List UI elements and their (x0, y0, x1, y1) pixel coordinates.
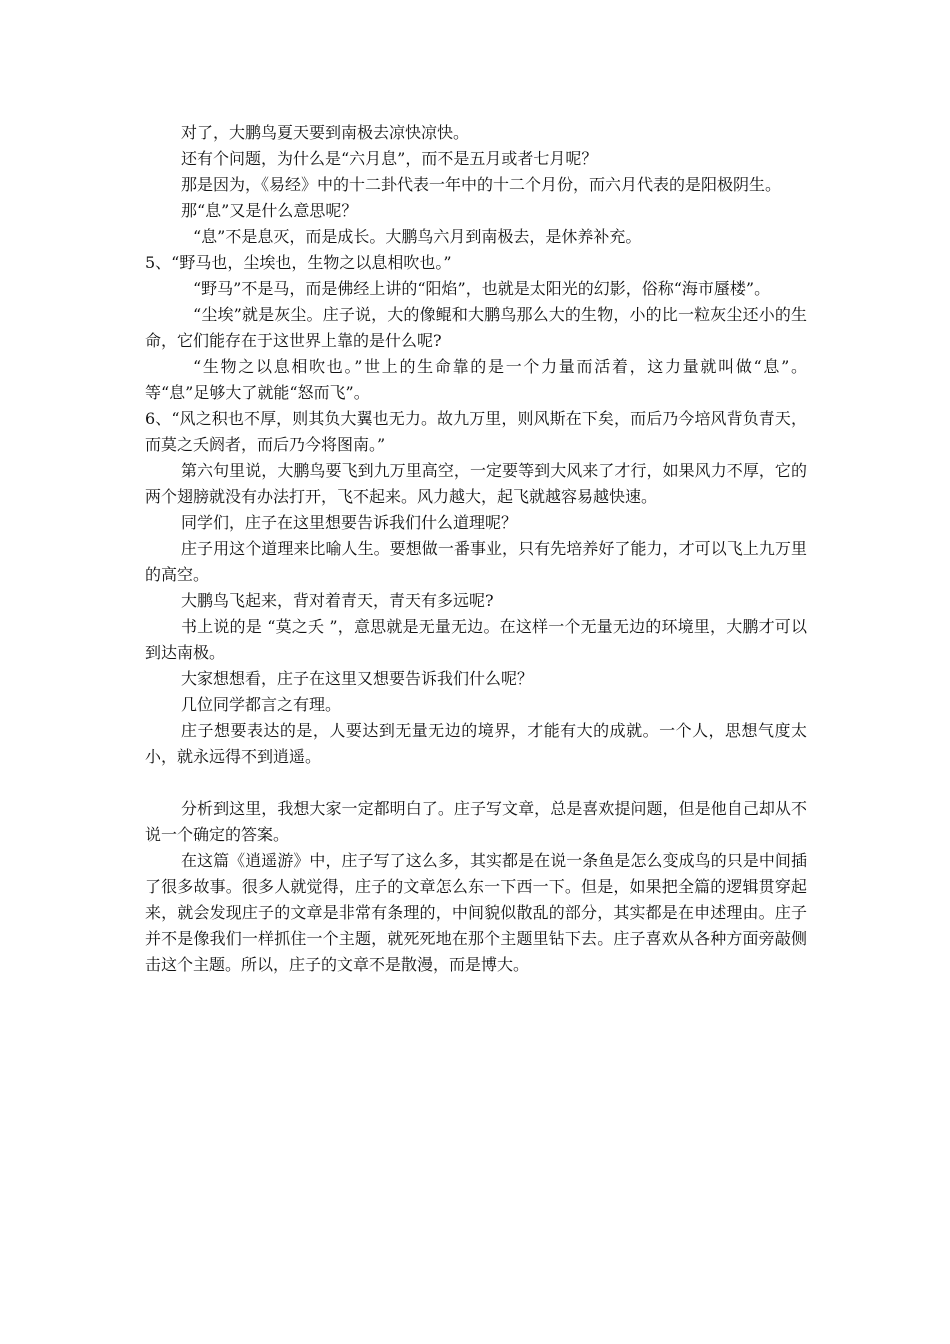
paragraph: 那“息”又是什么意思呢？ (181, 201, 358, 220)
document-body (145, 120, 807, 978)
paragraph: “野马”不是马，而是佛经上讲的“阳焰”，也就是太阳光的幻影，俗称“海市蜃楼”。 (193, 279, 771, 298)
paragraph: “尘埃”就是灰尘。庄子说，大的像鲲和大鹏鸟那么大的生物，小的比一粒灰尘还小的生命，它们能存在于这世界上靠的是什么呢? (145, 305, 807, 350)
paragraph: 庄子用这个道理来比喻人生。要想做一番事业，只有先培养好了能力，才可以飞上九万里的高空。 (145, 539, 807, 584)
paragraph: 庄子想要表达的是，人要达到无量无边的境界，才能有大的成就。一个人，思想气度太小，就永远得不到逍遥。 (145, 721, 807, 766)
paragraph: 大家想想看，庄子在这里又想要告诉我们什么呢？ (181, 669, 534, 688)
paragraph: 那是因为，《易经》中的十二卦代表一年中的十二个月份，而六月代表的是阳极阴生。 (181, 175, 782, 194)
paragraph: 同学们，庄子在这里想要告诉我们什么道理呢？ (181, 513, 518, 532)
paragraph: 分析到这里，我想大家一定都明白了。庄子写文章，总是喜欢提问题，但是他自己却从不说一个确定的答案。 (145, 799, 807, 844)
numbered-quote: 5、“野马也，尘埃也，生物之以息相吹也。” (145, 253, 452, 272)
paragraph: “息”不是息灭，而是成长。大鹏鸟六月到南极去，是休养补充。 (193, 227, 642, 246)
paragraph: 书上说的是 “莫之夭 ”，意思就是无量无边。在这样一个无量无边的环境里，大鹏才可以到达南极。 (145, 617, 807, 662)
blank-line (145, 770, 807, 796)
paragraph: 在这篇《逍遥游》中，庄子写了这么多，其实都是在说一条鱼是怎么变成鸟的只是中间插了很多故事。很多人就觉得，庄子的文章怎么东一下西一下。但是，如果把全篇的逻辑贯穿起来，就会发现庄子的文章是非常有条理的，中间貌似散乱的部分，其实都是在申述理由。庄子并不是像我们一样抓住一个主题，就死死地在那个主题里钻下去。庄子喜欢从各种方面旁敲侧击这个主题。所以，庄子的文章不是散漫，而是博大。 (145, 851, 807, 974)
numbered-quote: 6、“风之积也不厚，则其负大翼也无力。故九万里，则风斯在下矣，而后乃今培风背负青天，而莫之夭阏者，而后乃今将图南。” (145, 409, 807, 454)
paragraph: 对了，大鹏鸟夏天要到南极去凉快凉快。 (181, 123, 470, 142)
paragraph: 几位同学都言之有理。 (181, 695, 342, 714)
paragraph: 第六句里说，大鹏鸟要飞到九万里高空，一定要等到大风来了才行，如果风力不厚，它的两个翅膀就没有办法打开，飞不起来。风力越大，起飞就越容易越快速。 (145, 461, 807, 506)
paragraph: 大鹏鸟飞起来，背对着青天，青天有多远呢? (181, 591, 494, 610)
paragraph: “生物之以息相吹也。”世上的生命靠的是一个力量而活着，这力量就叫做“息”。等“息”足够大了就能“怒而飞”。 (145, 357, 807, 402)
paragraph: 还有个问题，为什么是“六月息”，而不是五月或者七月呢？ (181, 149, 598, 168)
